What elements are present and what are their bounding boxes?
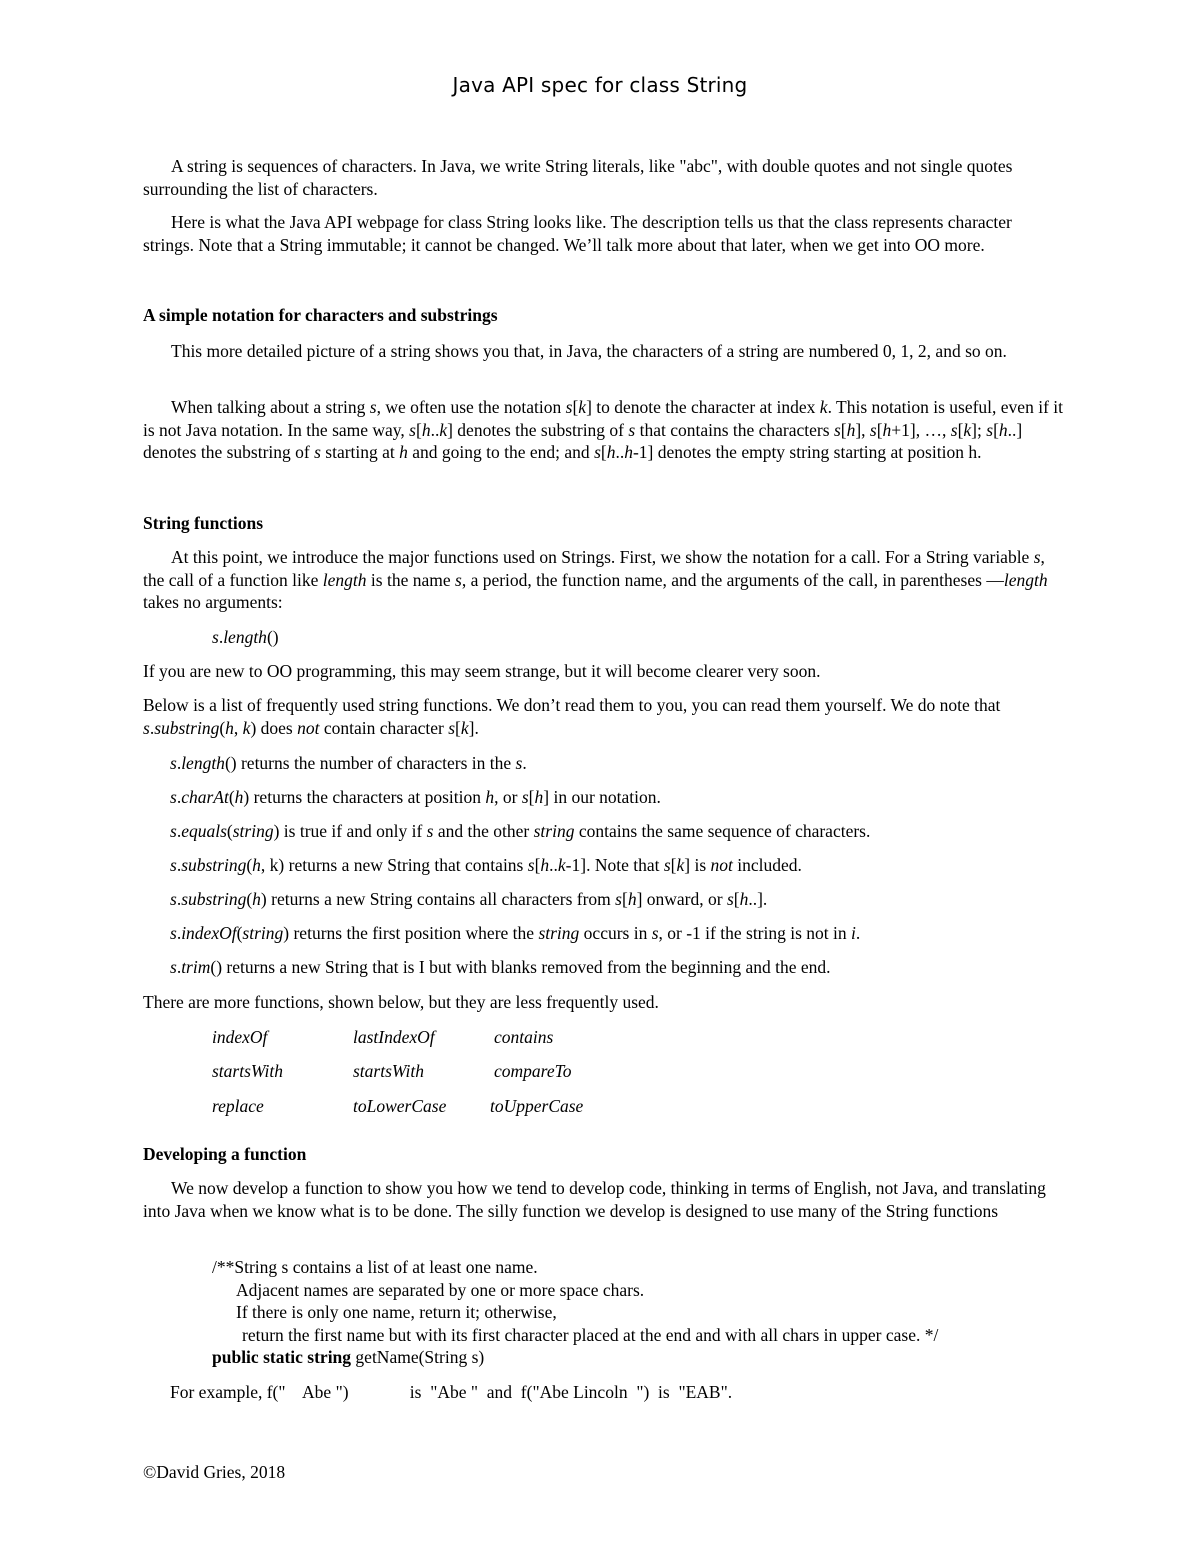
section-heading-notation: A simple notation for characters and substrings [143,305,498,325]
code-line-2: Adjacent names are separated by one or more space chars. [236,1279,645,1300]
more-function-cell: startsWith [212,1061,283,1081]
function-indexof: s.indexOf(string) returns the first position where the string occurs in s, or -1 if the string is not in i. [170,923,861,943]
more-function-cell: replace [212,1096,264,1116]
code-line-3: If there is only one name, return it; otherwise, [236,1302,557,1322]
intro-paragraph-2: Here is what the Java API webpage for class String looks like. The description tells us that the class represents character strings. Note that a String immutable; it cannot be changed. We’ll talk more about that later, when we get into OO more. [143,212,1012,255]
developing-paragraph-1: We now develop a function to show you how we tend to develop code, thinking in terms of English, not Java, and translating into Java when we know what is to be done. The silly function we develop is designed to use many of the String functions [143,1178,1046,1221]
notation-paragraph-1: This more detailed picture of a string shows you that, in Java, the characters of a string are numbered 0, 1, 2, and so on. [171,341,1007,361]
functions-paragraph-1: At this point, we introduce the major functions used on Strings. First, we show the notation for a call. For a String variable s, the call of a function like length is the name s, a period, the function name, and the arguments of the call, in parentheses —length takes no arguments: [143,547,1048,612]
functions-paragraph-2: If you are new to OO programming, this may seem strange, but it will become clearer very soon. [143,661,821,681]
more-function-cell: indexOf [212,1027,268,1047]
more-function-cell: toUpperCase [490,1096,584,1116]
more-function-cell: contains [494,1027,554,1047]
code-signature: getName(String s) [351,1347,485,1367]
copyright-footer: ©David Gries, 2018 [143,1462,286,1482]
call-example: s.length() [212,627,279,647]
function-charat: s.charAt(h) returns the characters at position h, or s[h] in our notation. [170,787,661,807]
more-function-cell: compareTo [494,1061,572,1081]
function-substring-range: s.substring(h, k) returns a new String that contains s[h..k-1]. Note that s[k] is not included. [170,855,802,875]
code-block [212,1256,938,1369]
section-heading-developing: Developing a function [143,1144,307,1164]
example-line: For example, f(" Abe ") is "Abe " and f("Abe Lincoln ") is "EAB". [170,1382,733,1402]
function-substring-from: s.substring(h) returns a new String contains all characters from s[h] onward, or s[h..]. [170,889,768,909]
code-line-1: /**String s contains a list of at least one name. [212,1257,538,1277]
function-equals: s.equals(string) is true if and only if s and the other string contains the same sequence of characters. [170,821,871,841]
code-keywords: public static string [212,1347,352,1367]
code-line-4: return the first name but with its first character placed at the end and with all chars in upper case. */ [242,1324,939,1345]
notation-paragraph-2: When talking about a string s, we often use the notation s[k] to denote the character at index k. This notation is useful, even if it is not Java notation. In the same way, s[h..k] denotes the substring of s that contains the characters s[h], s[h+1], …, s[k]; s[h..] denotes the substring of s starting at h and going to the end; and s[h..h-1] denotes the empty string starting at position h. [143,397,1063,462]
more-function-cell: lastIndexOf [353,1027,435,1047]
page-title: Java API spec for class String [452,73,748,97]
function-trim: s.trim() returns a new String that is I but with blanks removed from the beginning and the end. [170,957,831,977]
functions-paragraph-3: Below is a list of frequently used string functions. We don’t read them to you, you can read them yourself. We do note that s.substring(h, k) does not contain character s[k]. [143,695,1001,738]
more-function-cell: startsWith [353,1061,424,1081]
more-function-cell: toLowerCase [353,1096,447,1116]
section-heading-functions: String functions [143,513,264,533]
function-length: s.length() returns the number of characters in the s. [170,753,527,773]
code-line-5 [212,1346,938,1369]
intro-paragraph-1: A string is sequences of characters. In Java, we write String literals, like "abc", with double quotes and not single quotes surrounding the list of characters. [143,156,1013,199]
functions-paragraph-4: There are more functions, shown below, but they are less frequently used. [143,992,659,1012]
